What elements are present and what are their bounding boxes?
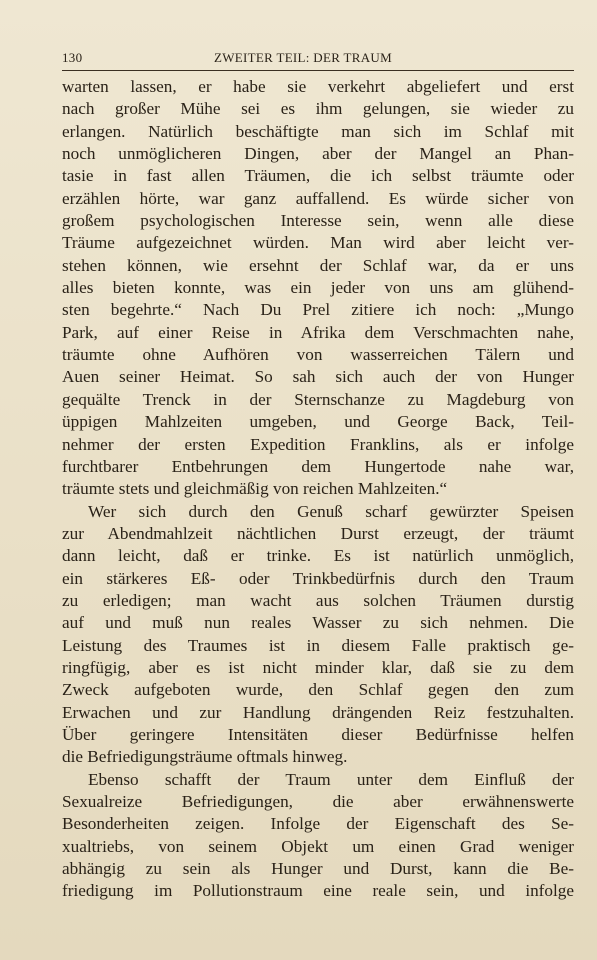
text-line: erzählen hörte, war ganz auffallend. Es würde sicher von: [62, 188, 574, 208]
text-line: ringfügig, aber es ist nicht minder klar, daß sie zu dem: [62, 657, 574, 677]
paragraph-end-line: träumte stets und gleichmäßig von reichen Mahlzeiten.“: [62, 479, 448, 499]
text-line: zur Abendmahlzeit nächtlichen Durst erzeugt, der träumt: [62, 523, 574, 543]
text-line: zu erledigen; man wacht aus solchen Träumen durstig: [62, 590, 574, 610]
text-line: träumte ohne Aufhören von wasserreichen Tälern und: [62, 345, 574, 365]
text-line: Leistung des Traumes ist in diesem Falle praktisch ge-: [62, 635, 574, 655]
text-line: friedigung im Pollutionstraum eine reale sein, und infolge: [62, 881, 574, 901]
text-line: alles bieten konnte, was ein jeder von uns am glühend-: [62, 278, 574, 298]
text-line: Über geringere Intensitäten dieser Bedürfnisse helfen: [62, 724, 574, 744]
text-line: Auen seiner Heimat. So sah sich auch der von Hunger: [62, 367, 574, 387]
text-line: Park, auf einer Reise in Afrika dem Verschmachten nahe,: [62, 322, 574, 342]
text-line: großem psychologischen Interesse sein, wenn alle diese: [62, 211, 574, 231]
text-line: noch unmöglicheren Dingen, aber der Mangel an Phan-: [62, 144, 574, 164]
text-line: Sexualreize Befriedigungen, die aber erwähnenswerte: [62, 792, 574, 811]
text-line: furchtbarer Entbehrungen dem Hungertode nahe war,: [62, 456, 574, 476]
text-line: warten lassen, er habe sie verkehrt abgeliefert und erst: [62, 77, 574, 96]
header-rule: [62, 70, 574, 71]
text-line: erlangen. Natürlich beschäftigte man sich im Schlaf mit: [62, 121, 574, 141]
text-line: Zweck aufgeboten wurde, den Schlaf gegen den zum: [62, 680, 574, 700]
text-line: gequälte Trenck in der Sternschanze zu Magdeburg von: [62, 389, 574, 409]
text-line: ein stärkeres Eß- oder Trinkbedürfnis durch den Traum: [62, 568, 574, 588]
text-line: xualtriebs, von seinem Objekt um einen Grad weniger: [62, 836, 574, 856]
text-line: tasie in fast allen Träumen, die ich selbst träumte oder: [62, 166, 574, 186]
text-line: stehen können, wie ersehnt der Schlaf war, da er uns: [62, 255, 574, 275]
running-head: ZWEITER TEIL: DER TRAUM: [214, 50, 392, 65]
text-line: Träume aufgezeichnet würden. Man wird aber leicht ver-: [62, 233, 574, 253]
text-line: Besonderheiten zeigen. Infolge der Eigenschaft des Se-: [62, 814, 574, 834]
body-text: [62, 76, 574, 903]
text-line: sten begehrte.“ Nach Du Prel zitiere ich noch: „Mungo: [62, 300, 574, 320]
page-number: 130: [62, 50, 83, 65]
text-line: auf und muß nun reales Wasser zu sich nehmen. Die: [62, 613, 574, 633]
text-line: üppigen Mahlzeiten umgeben, und George Back, Teil-: [62, 412, 574, 432]
text-line: Erwachen und zur Handlung drängenden Reiz festzuhalten.: [62, 702, 574, 722]
paragraph-end-line: die Befriedigungsträume oftmals hinweg.: [62, 747, 348, 767]
text-line: nach großer Mühe sei es ihm gelungen, sie wieder zu: [62, 99, 574, 119]
text-line: nehmer der ersten Expedition Franklins, als er infolge: [62, 434, 574, 454]
text-line: abhängig zu sein als Hunger und Durst, kann die Be-: [62, 859, 574, 879]
text-line: dann leicht, daß er trinke. Es ist natürlich unmöglich,: [62, 546, 574, 566]
paragraph-start-line: Wer sich durch den Genuß scharf gewürzter Speisen: [88, 501, 574, 521]
paragraph-start-line: Ebenso schafft der Traum unter dem Einfluß der: [88, 769, 574, 789]
